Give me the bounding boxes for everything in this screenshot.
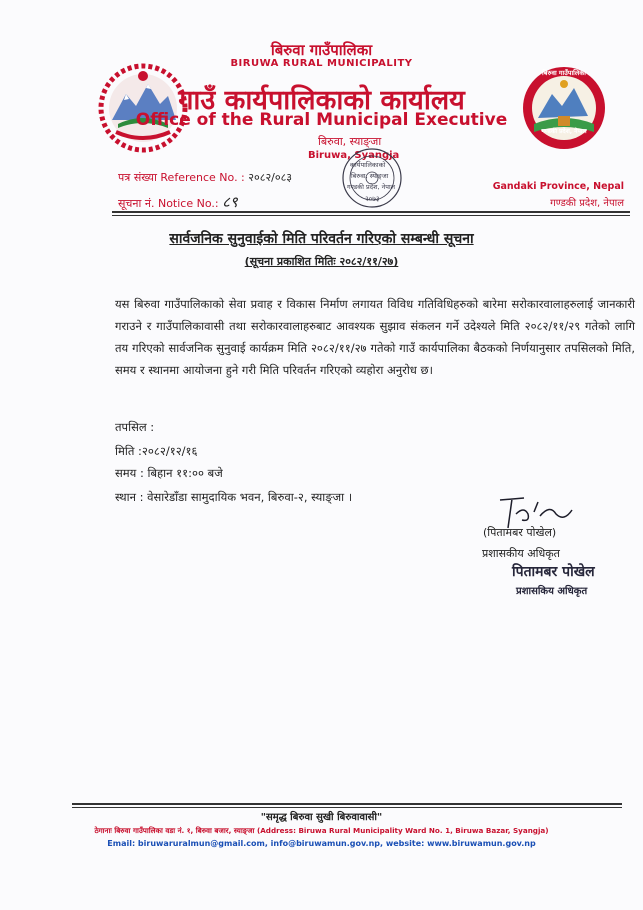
logo-ring-text-bottom: गण्डकी प्रदेश, नेपाल [541,128,587,135]
signatory-stamp-designation: प्रशासकिय अधिकृत [516,586,588,597]
stamp-text-district: Biruwa, Syangja [308,150,400,161]
footer-divider-top [72,803,622,805]
seal-line-1: कार्यपालिकाको [350,161,386,169]
notice-label: सूचना नं. Notice No.: [118,197,219,210]
office-title-nepali: गाउँ कार्यपालिकाको कार्यालय [178,85,465,116]
footer-contact: Email: biruwaruralmun@gmail.com, info@biruwamun.gov.np, website: www.biruwamun.gov.np [107,839,536,848]
footer-divider-bottom [72,807,622,808]
signatory-stamp-name: पितामबर पोखेल [512,564,595,580]
seal-line-2: बिरुवा, स्याङ्जा [351,172,389,180]
notice-published-date: (सूचना प्रकाशित मितिः २०८२/११/२७) [244,255,399,268]
header-divider-bottom [112,215,630,216]
footer-address: ठेगानाः बिरुवा गाउँपालिका वडा नं. १, बिरुवा बजार, स्याङ्जा (Address: Biruwa Rural Municipality Ward No. 1, Biruwa Bazar, Syangja) [94,826,549,835]
signatory-name-handwritten: (पितामबर पोखेल) [483,526,557,539]
details-time: समय : बिहान ११:०० बजे [115,466,223,480]
details-heading: तपसिल : [115,420,155,434]
seal-year: २०७३ [365,195,380,203]
province-nepali: गण्डकी प्रदेश, नेपाल [550,198,624,209]
stamp-text-biruwa: बिरुवा, स्याङ्जा [318,135,382,148]
header-divider-top [112,211,630,213]
signatory-designation: प्रशासकीय अधिकृत [482,547,560,560]
footer-motto: "समृद्ध बिरुवा सुखी बिरुवावासी" [260,812,383,823]
notice-subject: सार्वजनिक सुनुवाईको मिति परिवर्तन गरिएको सम्बन्धी सूचना [169,231,474,247]
reference-number-row [118,170,292,185]
reference-value: २०८२/०८३ [248,171,293,184]
details-place: स्थान : वेसारेडाँडा सामुदायिक भवन, बिरुवा-२, स्याङ्जा । [115,490,353,504]
logo-ring-text-top: बिरुवा गाउँपालिका [542,69,586,77]
notice-body-paragraph: यस बिरुवा गाउँपालिकाको सेवा प्रवाह र विकास निर्माण लगायत विविध गतिविधिहरुको बारेमा सरोकारवालाहरुलाई जानकारी गराउने र गाउँपालिकावासी तथा सरोकारवालाहरुबाट आवश्यक सुझाव संकलन गर्ने उदेश्यले मिति २०८२/११/२९ गतेको लागि तय गरिएको सार्वजनिक सुनुवाई कार्यक्रम मिति २०८२/११/२७ गतेको गाउँ कार्यपालिका बैठकको निर्णयानुसार तपसिलको मिति, समय र स्थानमा आयोजना हुने गरी मिति परिवर्तन गरिएको व्यहोरा अनुरोध छ। [115,297,635,377]
notice-number-row [118,192,238,212]
reference-label: पत्र संख्या Reference No. : [118,171,245,184]
notice-value: ८९ [222,193,238,211]
province-english: Gandaki Province, Nepal [492,181,624,192]
municipality-name-english: BIRUWA RURAL MUNICIPALITY [230,58,413,69]
seal-line-3: गण्डकी प्रदेश, नेपाल [347,183,396,191]
details-date: मिति :२०८२/१२/१६ [115,444,198,458]
office-title-english: Office of the Rural Municipal Executive [135,110,508,130]
municipality-name-nepali: बिरुवा गाउँपालिका [270,41,373,59]
